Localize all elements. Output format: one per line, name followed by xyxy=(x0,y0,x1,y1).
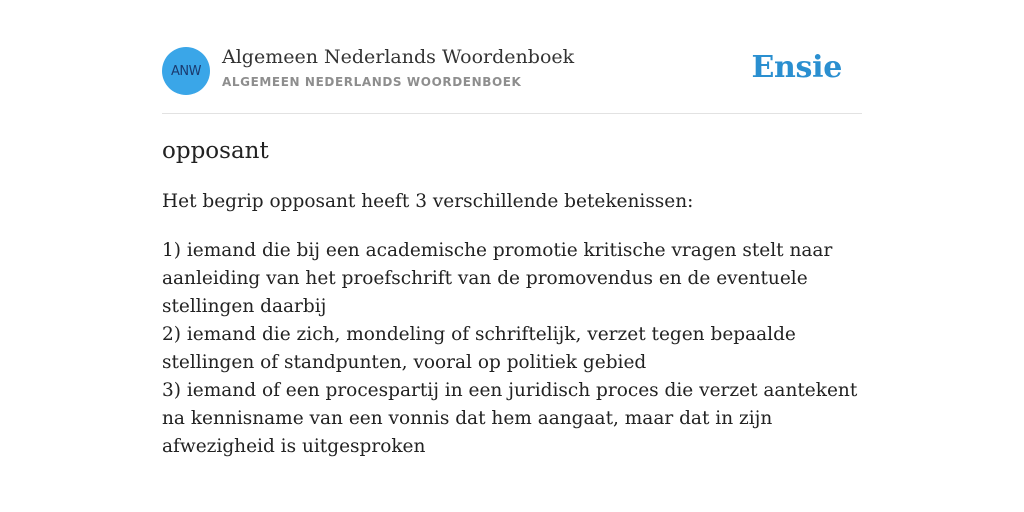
anw-logo-text: ANW xyxy=(171,63,201,79)
entry-card xyxy=(162,0,862,457)
source-title[interactable]: Algemeen Nederlands Woordenboek xyxy=(222,46,575,68)
entry-intro: Het begrip opposant heeft 3 verschillende betekenissen: xyxy=(162,191,694,212)
anw-logo[interactable] xyxy=(162,47,210,95)
source-subtitle: ALGEMEEN NEDERLANDS WOORDENBOEK xyxy=(222,75,522,89)
definition-item: 3) iemand of een procespartij in een juridisch proces die verzet aantekent na kennisname van een vonnis dat hem aangaat, maar dat in zijn afwezigheid is uitgesproken xyxy=(162,380,858,457)
source-header xyxy=(162,0,862,114)
entry-word: opposant xyxy=(162,138,269,164)
definition-item: 2) iemand die zich, mondeling of schriftelijk, verzet tegen bepaalde stellingen of standpunten, vooral op politiek gebied xyxy=(162,324,796,373)
definition-list xyxy=(162,237,862,461)
ensie-logo[interactable]: Ensie xyxy=(751,50,842,85)
definition-item: 1) iemand die bij een academische promotie kritische vragen stelt naar aanleiding van het proefschrift van de promovendus en de eventuele stellingen daarbij xyxy=(162,240,833,317)
